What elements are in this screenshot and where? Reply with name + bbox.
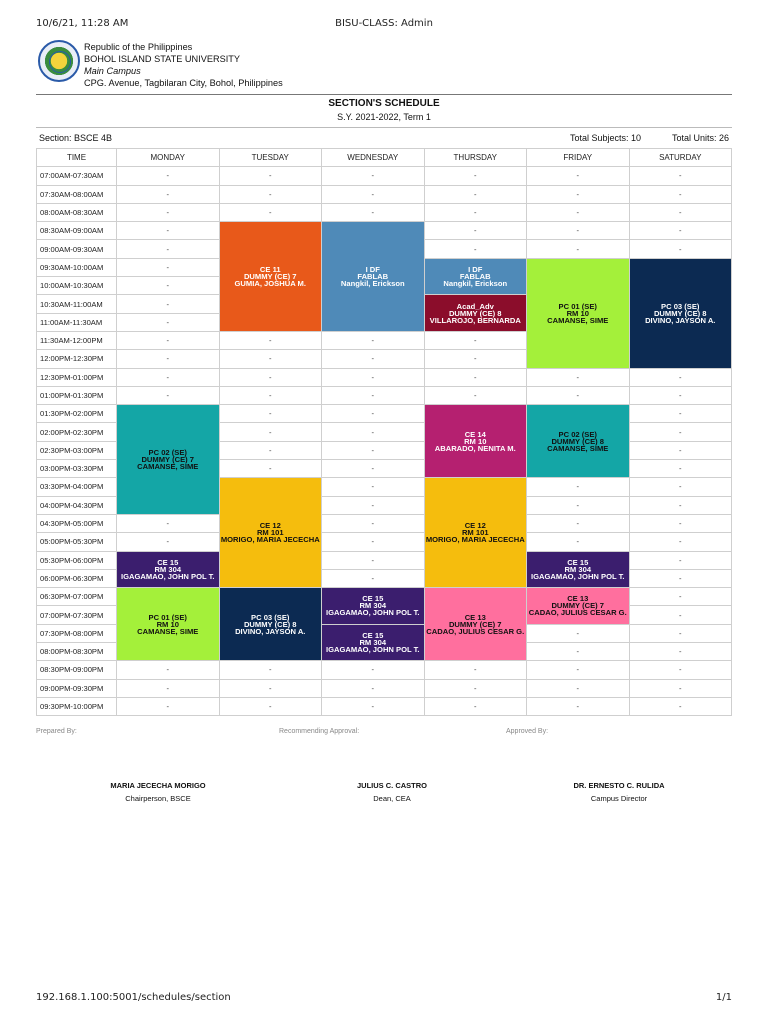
class-block <box>219 588 322 661</box>
class-instructor: Nangkil, Erickson <box>443 279 508 289</box>
class-instructor: DIVINO, JAYSON A. <box>645 315 716 325</box>
empty-slot: - <box>629 697 732 715</box>
empty-slot: - <box>629 368 732 386</box>
schedule-row <box>37 222 732 240</box>
class-instructor: DIVINO, JAYSON A. <box>235 626 306 636</box>
class-instructor: Nangkil, Erickson <box>340 279 405 289</box>
class-room: RM 304 <box>359 601 387 611</box>
time-slot-label: 01:00PM-01:30PM <box>37 386 117 404</box>
empty-slot: - <box>219 661 322 679</box>
class-instructor: IGAGAMAO, JOHN POL T. <box>325 608 420 618</box>
empty-slot: - <box>117 240 220 258</box>
empty-slot: - <box>629 569 732 587</box>
empty-slot: - <box>322 697 425 715</box>
university-info <box>84 41 283 89</box>
empty-slot: - <box>117 331 220 349</box>
schedule-row <box>37 185 732 203</box>
col-friday: FRIDAY <box>527 149 630 167</box>
col-monday: MONDAY <box>117 149 220 167</box>
time-slot-label: 09:00PM-09:30PM <box>37 679 117 697</box>
time-slot-label: 08:30PM-09:00PM <box>37 661 117 679</box>
empty-slot: - <box>219 167 322 185</box>
class-block <box>322 624 425 661</box>
empty-slot: - <box>117 203 220 221</box>
class-block <box>424 478 527 588</box>
class-block <box>629 258 732 368</box>
empty-slot: - <box>117 222 220 240</box>
empty-slot: - <box>322 368 425 386</box>
empty-slot: - <box>322 423 425 441</box>
class-block <box>527 588 630 625</box>
class-instructor: CADAO, JULIUS CESAR G. <box>528 608 627 618</box>
print-datetime: 10/6/21, 11:28 AM <box>36 18 129 29</box>
class-subject: CE 15 <box>362 594 384 604</box>
class-room: DUMMY (CE) 7 <box>141 455 195 465</box>
schedule-row <box>37 167 732 185</box>
time-slot-label: 11:30AM-12:00PM <box>37 331 117 349</box>
empty-slot: - <box>322 533 425 551</box>
class-subject: CE 11 <box>259 265 281 275</box>
empty-slot: - <box>424 661 527 679</box>
class-subject: I DF <box>468 265 483 275</box>
empty-slot: - <box>117 697 220 715</box>
schedule-row <box>37 679 732 697</box>
class-block <box>527 405 630 478</box>
schedule-row <box>37 368 732 386</box>
class-block <box>424 588 527 661</box>
class-room: RM 304 <box>359 638 387 648</box>
title-divider <box>36 127 732 128</box>
empty-slot: - <box>527 386 630 404</box>
class-room: DUMMY (CE) 8 <box>551 436 605 446</box>
class-room: RM 101 <box>461 528 489 538</box>
empty-slot: - <box>629 240 732 258</box>
time-slot-label: 09:30AM-10:00AM <box>37 258 117 276</box>
empty-slot: - <box>424 203 527 221</box>
class-room: DUMMY (CE) 8 <box>243 619 297 629</box>
recommending-name: JULIUS C. CASTRO <box>356 781 427 790</box>
empty-slot: - <box>527 478 630 496</box>
prepared-by-name: MARIA JECECHA MORIGO <box>110 781 206 790</box>
time-slot-label: 06:30PM-07:00PM <box>37 588 117 606</box>
time-slot-label: 06:00PM-06:30PM <box>37 569 117 587</box>
schedule-row <box>37 661 732 679</box>
class-block <box>117 588 220 661</box>
empty-slot: - <box>629 222 732 240</box>
empty-slot: - <box>424 240 527 258</box>
time-slot-label: 10:30AM-11:00AM <box>37 295 117 313</box>
class-block <box>322 222 425 332</box>
class-room: DUMMY (CE) 8 <box>448 308 502 318</box>
empty-slot: - <box>322 478 425 496</box>
time-slot-label: 08:00AM-08:30AM <box>37 203 117 221</box>
schedule-row <box>37 588 732 606</box>
empty-slot: - <box>219 386 322 404</box>
empty-slot: - <box>219 405 322 423</box>
schedule-row <box>37 514 732 532</box>
class-room: RM 101 <box>256 528 284 538</box>
class-room: RM 304 <box>154 564 182 574</box>
empty-slot: - <box>219 460 322 478</box>
empty-slot: - <box>117 368 220 386</box>
class-subject: PC 02 (SE) <box>558 429 597 439</box>
class-instructor: IGAGAMAO, JOHN POL T. <box>530 571 625 581</box>
empty-slot: - <box>527 533 630 551</box>
empty-slot: - <box>629 679 732 697</box>
empty-slot: - <box>629 661 732 679</box>
empty-slot: - <box>527 679 630 697</box>
empty-slot: - <box>117 313 220 331</box>
class-instructor: MORIGO, MARIA JECECHA <box>425 535 525 545</box>
class-room: RM 10 <box>156 619 179 629</box>
class-subject: PC 01 (SE) <box>148 612 187 622</box>
class-room: DUMMY (CE) 7 <box>448 619 502 629</box>
class-room: RM 304 <box>564 564 592 574</box>
empty-slot: - <box>629 533 732 551</box>
university-address: CPG. Avenue, Tagbilaran City, Bohol, Philippines <box>84 78 283 88</box>
time-slot-label: 05:00PM-05:30PM <box>37 533 117 551</box>
empty-slot: - <box>219 350 322 368</box>
schedule-row <box>37 551 732 569</box>
class-block <box>322 588 425 625</box>
empty-slot: - <box>322 185 425 203</box>
empty-slot: - <box>219 423 322 441</box>
col-wednesday: WEDNESDAY <box>322 149 425 167</box>
empty-slot: - <box>629 478 732 496</box>
empty-slot: - <box>322 661 425 679</box>
class-block <box>424 295 527 332</box>
time-slot-label: 08:30AM-09:00AM <box>37 222 117 240</box>
prepared-by-role: Chairperson, BSCE <box>125 794 191 803</box>
empty-slot: - <box>629 167 732 185</box>
empty-slot: - <box>219 331 322 349</box>
empty-slot: - <box>629 514 732 532</box>
empty-slot: - <box>117 350 220 368</box>
empty-slot: - <box>629 441 732 459</box>
time-slot-label: 07:00PM-07:30PM <box>37 606 117 624</box>
print-url: 192.168.1.100:5001/schedules/section <box>36 992 231 1003</box>
class-subject: CE 15 <box>362 631 384 641</box>
empty-slot: - <box>629 185 732 203</box>
class-room: RM 10 <box>566 308 589 318</box>
empty-slot: - <box>219 697 322 715</box>
class-instructor: IGAGAMAO, JOHN POL T. <box>120 571 215 581</box>
recommending-role: Dean, CEA <box>373 794 411 803</box>
class-instructor: ABARADO, NENITA M. <box>434 443 516 453</box>
empty-slot: - <box>219 441 322 459</box>
class-block <box>219 222 322 332</box>
print-header <box>36 18 732 32</box>
schedule-row <box>37 405 732 423</box>
schedule-header-row <box>37 149 732 167</box>
empty-slot: - <box>424 679 527 697</box>
class-instructor: VILLAROJO, BERNARDA <box>429 315 521 325</box>
class-block <box>527 551 630 588</box>
university-seal-icon <box>38 40 80 82</box>
empty-slot: - <box>322 331 425 349</box>
prepared-by-label: Prepared By: <box>36 728 77 735</box>
empty-slot: - <box>322 386 425 404</box>
time-slot-label: 07:30PM-08:00PM <box>37 624 117 642</box>
empty-slot: - <box>527 185 630 203</box>
col-thursday: THURSDAY <box>424 149 527 167</box>
schedule-title: SECTION'S SCHEDULE <box>328 98 440 109</box>
empty-slot: - <box>117 277 220 295</box>
empty-slot: - <box>322 569 425 587</box>
class-instructor: CAMANSE, SIME <box>137 626 199 636</box>
empty-slot: - <box>322 514 425 532</box>
schedule-row <box>37 203 732 221</box>
print-page-title: BISU-CLASS: Admin <box>335 18 433 29</box>
class-room: DUMMY (CE) 7 <box>551 601 605 611</box>
class-instructor: CAMANSE, SIME <box>547 443 609 453</box>
empty-slot: - <box>527 368 630 386</box>
empty-slot: - <box>117 185 220 203</box>
class-room: FABLAB <box>357 272 389 282</box>
empty-slot: - <box>322 496 425 514</box>
time-slot-label: 04:30PM-05:00PM <box>37 514 117 532</box>
empty-slot: - <box>322 460 425 478</box>
class-instructor: CAMANSE, SIME <box>137 462 199 472</box>
empty-slot: - <box>322 350 425 368</box>
class-room: DUMMY (CE) 7 <box>243 272 297 282</box>
empty-slot: - <box>322 405 425 423</box>
class-subject: PC 01 (SE) <box>558 301 597 311</box>
class-block <box>117 551 220 588</box>
time-slot-label: 10:00AM-10:30AM <box>37 277 117 295</box>
empty-slot: - <box>424 331 527 349</box>
class-instructor: MORIGO, MARIA JECECHA <box>220 535 320 545</box>
time-slot-label: 07:00AM-07:30AM <box>37 167 117 185</box>
class-subject: I DF <box>365 265 380 275</box>
empty-slot: - <box>629 551 732 569</box>
empty-slot: - <box>424 350 527 368</box>
section-info <box>39 133 729 145</box>
empty-slot: - <box>629 624 732 642</box>
time-slot-label: 02:00PM-02:30PM <box>37 423 117 441</box>
schedule-row <box>37 697 732 715</box>
empty-slot: - <box>527 514 630 532</box>
time-slot-label: 02:30PM-03:00PM <box>37 441 117 459</box>
empty-slot: - <box>219 203 322 221</box>
schedule-row <box>37 386 732 404</box>
class-subject: CE 15 <box>567 557 589 567</box>
empty-slot: - <box>629 460 732 478</box>
time-slot-label: 12:00PM-12:30PM <box>37 350 117 368</box>
empty-slot: - <box>629 203 732 221</box>
empty-slot: - <box>322 551 425 569</box>
empty-slot: - <box>424 222 527 240</box>
col-time: TIME <box>37 149 117 167</box>
empty-slot: - <box>117 661 220 679</box>
class-subject: PC 03 (SE) <box>661 301 700 311</box>
schedule-body <box>37 167 732 716</box>
class-subject: CE 12 <box>259 521 281 531</box>
class-subject: PC 02 (SE) <box>148 448 187 458</box>
col-saturday: SATURDAY <box>629 149 732 167</box>
empty-slot: - <box>527 697 630 715</box>
empty-slot: - <box>527 167 630 185</box>
time-slot-label: 11:00AM-11:30AM <box>37 313 117 331</box>
empty-slot: - <box>424 167 527 185</box>
empty-slot: - <box>629 588 732 606</box>
time-slot-label: 03:30PM-04:00PM <box>37 478 117 496</box>
republic-label: Republic of the Philippines <box>84 42 193 52</box>
school-year-term: S.Y. 2021-2022, Term 1 <box>337 112 431 122</box>
time-slot-label: 08:00PM-08:30PM <box>37 643 117 661</box>
class-block <box>117 405 220 515</box>
time-slot-label: 09:30PM-10:00PM <box>37 697 117 715</box>
class-room: FABLAB <box>459 272 491 282</box>
class-block <box>527 258 630 368</box>
approved-by-label: Approved By: <box>506 728 549 735</box>
empty-slot: - <box>117 679 220 697</box>
class-instructor: GUMIA, JOSHUA M. <box>234 279 306 289</box>
empty-slot: - <box>629 643 732 661</box>
campus-name: Main Campus <box>84 66 141 76</box>
time-slot-label: 05:30PM-06:00PM <box>37 551 117 569</box>
empty-slot: - <box>322 167 425 185</box>
empty-slot: - <box>117 167 220 185</box>
class-subject: Acad_Adv <box>456 301 494 311</box>
empty-slot: - <box>424 697 527 715</box>
empty-slot: - <box>322 203 425 221</box>
empty-slot: - <box>527 643 630 661</box>
print-page-number: 1/1 <box>715 992 732 1003</box>
class-block <box>219 478 322 588</box>
schedule-row <box>37 533 732 551</box>
empty-slot: - <box>629 423 732 441</box>
empty-slot: - <box>219 185 322 203</box>
empty-slot: - <box>527 203 630 221</box>
class-subject: CE 15 <box>157 557 179 567</box>
recommending-label: Recommending Approval: <box>279 728 360 735</box>
class-block <box>424 258 527 295</box>
approved-by-role: Campus Director <box>590 794 648 803</box>
schedule-table <box>36 148 732 716</box>
empty-slot: - <box>629 405 732 423</box>
class-subject: PC 03 (SE) <box>251 612 290 622</box>
empty-slot: - <box>117 533 220 551</box>
empty-slot: - <box>117 386 220 404</box>
total-units: Total Units: 26 <box>671 133 729 143</box>
empty-slot: - <box>629 606 732 624</box>
class-room: DUMMY (CE) 8 <box>653 308 707 318</box>
class-block <box>424 405 527 478</box>
empty-slot: - <box>527 496 630 514</box>
total-subjects: Total Subjects: 10 <box>569 133 641 143</box>
empty-slot: - <box>117 514 220 532</box>
empty-slot: - <box>219 368 322 386</box>
time-slot-label: 01:30PM-02:00PM <box>37 405 117 423</box>
empty-slot: - <box>117 295 220 313</box>
col-tuesday: TUESDAY <box>219 149 322 167</box>
time-slot-label: 03:00PM-03:30PM <box>37 460 117 478</box>
university-header <box>38 40 732 94</box>
time-slot-label: 12:30PM-01:00PM <box>37 368 117 386</box>
empty-slot: - <box>527 222 630 240</box>
class-subject: CE 14 <box>464 429 486 439</box>
time-slot-label: 07:30AM-08:00AM <box>37 185 117 203</box>
empty-slot: - <box>527 661 630 679</box>
time-slot-label: 04:00PM-04:30PM <box>37 496 117 514</box>
empty-slot: - <box>424 386 527 404</box>
empty-slot: - <box>629 496 732 514</box>
empty-slot: - <box>527 624 630 642</box>
empty-slot: - <box>424 368 527 386</box>
class-subject: CE 13 <box>464 612 486 622</box>
section-label: Section: BSCE 4B <box>39 133 113 143</box>
class-room: RM 10 <box>464 436 487 446</box>
empty-slot: - <box>424 185 527 203</box>
class-subject: CE 12 <box>464 521 486 531</box>
header-divider <box>36 94 732 95</box>
class-subject: CE 13 <box>567 594 589 604</box>
university-name: BOHOL ISLAND STATE UNIVERSITY <box>84 54 241 64</box>
empty-slot: - <box>219 679 322 697</box>
approved-by-name: DR. ERNESTO C. RULIDA <box>573 781 665 790</box>
empty-slot: - <box>322 441 425 459</box>
empty-slot: - <box>322 679 425 697</box>
time-slot-label: 09:00AM-09:30AM <box>37 240 117 258</box>
class-instructor: IGAGAMAO, JOHN POL T. <box>325 645 420 655</box>
empty-slot: - <box>117 258 220 276</box>
empty-slot: - <box>527 240 630 258</box>
class-instructor: CAMANSE, SIME <box>547 315 609 325</box>
empty-slot: - <box>629 386 732 404</box>
class-instructor: CADAO, JULIUS CESAR G. <box>426 626 525 636</box>
